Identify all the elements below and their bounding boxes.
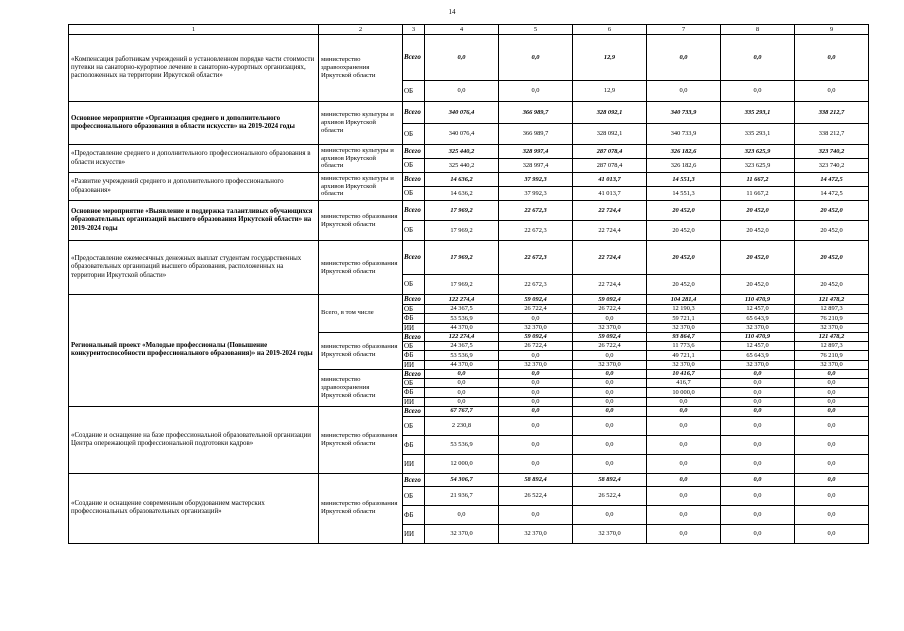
amount-cell: 20 452,0 <box>795 241 869 275</box>
amount-cell: 0,0 <box>425 388 499 397</box>
amount-cell: 0,0 <box>647 505 721 524</box>
amount-cell: 20 452,0 <box>795 275 869 295</box>
amount-cell: 0,0 <box>499 435 573 454</box>
amount-cell: 366 989,7 <box>499 102 573 124</box>
amount-cell: 0,0 <box>425 397 499 406</box>
amount-cell: 17 969,2 <box>425 241 499 275</box>
amount-cell: 0,0 <box>721 416 795 435</box>
amount-cell: 121 478,2 <box>795 332 869 341</box>
amount-cell: 0,0 <box>647 416 721 435</box>
amount-cell: 0,0 <box>573 406 647 416</box>
amount-cell: 17 969,2 <box>425 275 499 295</box>
amount-cell: 26 722,4 <box>573 305 647 314</box>
amount-cell: 328 997,4 <box>499 159 573 173</box>
funding-source-cell: ОБ <box>403 379 425 388</box>
amount-cell: 59 721,1 <box>647 314 721 323</box>
amount-cell: 0,0 <box>499 397 573 406</box>
table-header-row <box>69 25 869 35</box>
amount-cell: 20 452,0 <box>721 241 795 275</box>
amount-cell: 53 536,9 <box>425 435 499 454</box>
amount-cell: 0,0 <box>647 81 721 102</box>
amount-cell: 22 724,4 <box>573 241 647 275</box>
table-row <box>69 406 869 416</box>
executor-cell: министерство здравоохранения Иркутской области <box>319 369 403 406</box>
amount-cell: 0,0 <box>795 473 869 486</box>
amount-cell: 58 892,4 <box>573 473 647 486</box>
amount-cell: 20 452,0 <box>721 201 795 221</box>
amount-cell: 323 740,2 <box>795 159 869 173</box>
amount-cell: 76 210,9 <box>795 351 869 360</box>
table-row <box>69 295 869 305</box>
amount-cell: 340 076,4 <box>425 124 499 145</box>
amount-cell: 17 969,2 <box>425 221 499 241</box>
amount-cell: 0,0 <box>795 416 869 435</box>
amount-cell: 20 452,0 <box>647 241 721 275</box>
amount-cell: 12,9 <box>573 35 647 81</box>
amount-cell: 12 897,3 <box>795 342 869 351</box>
table-row <box>69 102 869 124</box>
column-number-header: 5 <box>499 25 573 35</box>
amount-cell: 0,0 <box>721 524 795 543</box>
funding-source-cell: ИИ <box>403 454 425 473</box>
amount-cell: 44 370,0 <box>425 360 499 369</box>
amount-cell: 0,0 <box>425 81 499 102</box>
amount-cell: 53 536,9 <box>425 314 499 323</box>
amount-cell: 0,0 <box>499 416 573 435</box>
amount-cell: 11 667,2 <box>721 173 795 187</box>
amount-cell: 0,0 <box>647 435 721 454</box>
amount-cell: 22 672,3 <box>499 201 573 221</box>
amount-cell: 10 000,0 <box>647 388 721 397</box>
amount-cell: 11 773,6 <box>647 342 721 351</box>
amount-cell: 12 457,0 <box>721 342 795 351</box>
amount-cell: 49 721,1 <box>647 351 721 360</box>
amount-cell: 0,0 <box>499 35 573 81</box>
funding-source-cell: Всего <box>403 241 425 275</box>
amount-cell: 0,0 <box>721 473 795 486</box>
amount-cell: 0,0 <box>499 314 573 323</box>
amount-cell: 0,0 <box>573 314 647 323</box>
amount-cell: 0,0 <box>573 505 647 524</box>
amount-cell: 335 293,1 <box>721 124 795 145</box>
amount-cell: 67 767,7 <box>425 406 499 416</box>
amount-cell: 323 740,2 <box>795 145 869 159</box>
amount-cell: 20 452,0 <box>647 201 721 221</box>
amount-cell: 0,0 <box>721 81 795 102</box>
amount-cell: 121 478,2 <box>795 295 869 305</box>
amount-cell: 14 551,3 <box>647 173 721 187</box>
amount-cell: 32 370,0 <box>499 360 573 369</box>
executor-cell: министерство культуры и архивов Иркутской области <box>319 102 403 145</box>
amount-cell: 41 013,7 <box>573 187 647 201</box>
amount-cell: 21 936,7 <box>425 486 499 505</box>
amount-cell: 22 672,3 <box>499 275 573 295</box>
amount-cell: 0,0 <box>721 505 795 524</box>
funding-source-cell: Всего <box>403 102 425 124</box>
amount-cell: 26 722,4 <box>499 342 573 351</box>
amount-cell: 65 643,9 <box>721 314 795 323</box>
funding-source-cell: Всего <box>403 369 425 378</box>
amount-cell: 26 722,4 <box>499 305 573 314</box>
amount-cell: 22 672,3 <box>499 241 573 275</box>
funding-source-cell: Всего <box>403 332 425 341</box>
amount-cell: 0,0 <box>721 406 795 416</box>
amount-cell: 12 190,3 <box>647 305 721 314</box>
amount-cell: 0,0 <box>499 369 573 378</box>
executor-cell: министерство культуры и архивов Иркутской области <box>319 145 403 173</box>
column-number-header: 3 <box>403 25 425 35</box>
amount-cell: 0,0 <box>795 369 869 378</box>
funding-source-cell: Всего <box>403 473 425 486</box>
amount-cell: 76 210,9 <box>795 314 869 323</box>
column-number-header: 6 <box>573 25 647 35</box>
amount-cell: 0,0 <box>721 397 795 406</box>
table-row <box>69 35 869 81</box>
funding-source-cell: ИИ <box>403 323 425 332</box>
amount-cell: 0,0 <box>499 454 573 473</box>
amount-cell: 26 522,4 <box>499 486 573 505</box>
funding-source-cell: Всего <box>403 35 425 81</box>
amount-cell: 0,0 <box>425 379 499 388</box>
amount-cell: 14 636,2 <box>425 173 499 187</box>
table-row <box>69 201 869 221</box>
amount-cell: 110 470,9 <box>721 332 795 341</box>
executor-cell: Всего, в том числе <box>319 295 403 333</box>
activity-name-cell: Основное мероприятие «Организация среднего и дополнительного профессионального образования в области искусств» на 2019-2024 годы <box>69 102 319 145</box>
column-number-header: 2 <box>319 25 403 35</box>
amount-cell: 0,0 <box>795 435 869 454</box>
activity-name-cell: «Компенсация работникам учреждений в установленном порядке части стоимости путевки на санаторно-курортное лечение в санаторно-курортных организациях, расположенных на территории Иркутской области» <box>69 35 319 102</box>
amount-cell: 328 997,4 <box>499 145 573 159</box>
amount-cell: 0,0 <box>795 379 869 388</box>
amount-cell: 0,0 <box>499 505 573 524</box>
amount-cell: 338 212,7 <box>795 102 869 124</box>
amount-cell: 0,0 <box>499 379 573 388</box>
funding-source-cell: ИИ <box>403 360 425 369</box>
amount-cell: 0,0 <box>795 505 869 524</box>
amount-cell: 0,0 <box>425 505 499 524</box>
amount-cell: 122 274,4 <box>425 295 499 305</box>
amount-cell: 0,0 <box>795 524 869 543</box>
amount-cell: 26 522,4 <box>573 486 647 505</box>
amount-cell: 41 013,7 <box>573 173 647 187</box>
column-number-header: 7 <box>647 25 721 35</box>
activity-name-cell: «Развитие учреждений среднего и дополнительного профессионального образования» <box>69 173 319 201</box>
amount-cell: 12 897,3 <box>795 305 869 314</box>
amount-cell: 0,0 <box>573 379 647 388</box>
amount-cell: 22 724,4 <box>573 201 647 221</box>
amount-cell: 12,9 <box>573 81 647 102</box>
amount-cell: 326 182,6 <box>647 145 721 159</box>
funding-source-cell: ФБ <box>403 505 425 524</box>
amount-cell: 59 092,4 <box>573 332 647 341</box>
amount-cell: 10 416,7 <box>647 369 721 378</box>
amount-cell: 22 724,4 <box>573 275 647 295</box>
amount-cell: 32 370,0 <box>573 524 647 543</box>
column-number-header: 8 <box>721 25 795 35</box>
funding-source-cell: ФБ <box>403 351 425 360</box>
funding-source-cell: ОБ <box>403 187 425 201</box>
amount-cell: 0,0 <box>795 454 869 473</box>
amount-cell: 26 722,4 <box>573 342 647 351</box>
table-row <box>69 241 869 275</box>
amount-cell: 0,0 <box>499 351 573 360</box>
amount-cell: 328 092,1 <box>573 102 647 124</box>
amount-cell: 338 212,7 <box>795 124 869 145</box>
amount-cell: 58 892,4 <box>499 473 573 486</box>
amount-cell: 0,0 <box>647 524 721 543</box>
amount-cell: 20 452,0 <box>795 221 869 241</box>
column-number-header: 4 <box>425 25 499 35</box>
amount-cell: 0,0 <box>499 81 573 102</box>
executor-cell: министерство образования Иркутской области <box>319 332 403 369</box>
amount-cell: 0,0 <box>573 454 647 473</box>
amount-cell: 0,0 <box>721 388 795 397</box>
amount-cell: 0,0 <box>425 35 499 81</box>
executor-cell: министерство образования Иркутской области <box>319 201 403 241</box>
funding-source-cell: ОБ <box>403 124 425 145</box>
amount-cell: 0,0 <box>647 397 721 406</box>
amount-cell: 328 092,1 <box>573 124 647 145</box>
amount-cell: 0,0 <box>499 388 573 397</box>
funding-source-cell: ИИ <box>403 524 425 543</box>
amount-cell: 0,0 <box>573 435 647 454</box>
amount-cell: 44 370,0 <box>425 323 499 332</box>
funding-source-cell: ОБ <box>403 275 425 295</box>
funding-source-cell: Всего <box>403 145 425 159</box>
amount-cell: 32 370,0 <box>499 524 573 543</box>
amount-cell: 0,0 <box>499 406 573 416</box>
amount-cell: 20 452,0 <box>721 275 795 295</box>
amount-cell: 14 472,5 <box>795 173 869 187</box>
executor-cell: министерство здравоохранения Иркутской области <box>319 35 403 102</box>
funding-source-cell: ОБ <box>403 159 425 173</box>
amount-cell: 104 281,4 <box>647 295 721 305</box>
funding-source-cell: ОБ <box>403 416 425 435</box>
amount-cell: 0,0 <box>795 35 869 81</box>
amount-cell: 24 367,5 <box>425 342 499 351</box>
amount-cell: 37 992,3 <box>499 173 573 187</box>
amount-cell: 110 470,9 <box>721 295 795 305</box>
funding-source-cell: Всего <box>403 173 425 187</box>
activity-name-cell: «Предоставление ежемесячных денежных выплат студентам государственных образовательных организаций высшего образования, расположенных на территории Иркутской области» <box>69 241 319 295</box>
amount-cell: 325 440,2 <box>425 145 499 159</box>
amount-cell: 65 643,9 <box>721 351 795 360</box>
amount-cell: 335 293,1 <box>721 102 795 124</box>
activity-name-cell: Региональный проект «Молодые профессионалы (Повышение конкурентоспособности профессионального образования)» на 2019-2024 годы <box>69 295 319 407</box>
amount-cell: 0,0 <box>795 397 869 406</box>
table-row <box>69 145 869 159</box>
amount-cell: 122 274,4 <box>425 332 499 341</box>
table-row <box>69 473 869 486</box>
amount-cell: 326 182,6 <box>647 159 721 173</box>
amount-cell: 20 452,0 <box>647 221 721 241</box>
amount-cell: 340 076,4 <box>425 102 499 124</box>
amount-cell: 32 370,0 <box>647 323 721 332</box>
amount-cell: 0,0 <box>573 388 647 397</box>
amount-cell: 366 989,7 <box>499 124 573 145</box>
amount-cell: 0,0 <box>795 406 869 416</box>
table-row <box>69 173 869 187</box>
budget-table <box>68 24 869 544</box>
funding-source-cell: ОБ <box>403 342 425 351</box>
amount-cell: 53 536,9 <box>425 351 499 360</box>
amount-cell: 59 092,4 <box>499 332 573 341</box>
amount-cell: 0,0 <box>647 473 721 486</box>
activity-name-cell: «Создание и оснащение на базе профессиональной образовательной организации Центра опережающей профессиональной подготовки кадров» <box>69 406 319 473</box>
amount-cell: 32 370,0 <box>795 360 869 369</box>
amount-cell: 32 370,0 <box>721 360 795 369</box>
amount-cell: 0,0 <box>721 379 795 388</box>
executor-cell: министерство образования Иркутской области <box>319 241 403 295</box>
amount-cell: 0,0 <box>721 435 795 454</box>
amount-cell: 54 306,7 <box>425 473 499 486</box>
amount-cell: 17 969,2 <box>425 201 499 221</box>
amount-cell: 0,0 <box>647 454 721 473</box>
funding-source-cell: ОБ <box>403 486 425 505</box>
amount-cell: 0,0 <box>647 35 721 81</box>
amount-cell: 0,0 <box>573 416 647 435</box>
funding-source-cell: Всего <box>403 406 425 416</box>
amount-cell: 340 733,9 <box>647 124 721 145</box>
activity-name-cell: «Предоставление среднего и дополнительного профессионального образования в области искусств» <box>69 145 319 173</box>
amount-cell: 323 625,9 <box>721 159 795 173</box>
amount-cell: 0,0 <box>425 369 499 378</box>
amount-cell: 2 230,8 <box>425 416 499 435</box>
amount-cell: 32 370,0 <box>573 360 647 369</box>
amount-cell: 20 452,0 <box>647 275 721 295</box>
funding-source-cell: ФБ <box>403 314 425 323</box>
funding-source-cell: ИИ <box>403 397 425 406</box>
amount-cell: 0,0 <box>721 369 795 378</box>
column-number-header: 9 <box>795 25 869 35</box>
amount-cell: 93 864,7 <box>647 332 721 341</box>
amount-cell: 32 370,0 <box>795 323 869 332</box>
amount-cell: 0,0 <box>573 397 647 406</box>
funding-source-cell: ФБ <box>403 435 425 454</box>
executor-cell: министерство культуры и архивов Иркутской области <box>319 173 403 201</box>
amount-cell: 0,0 <box>573 351 647 360</box>
amount-cell: 20 452,0 <box>795 201 869 221</box>
activity-name-cell: Основное мероприятие «Выявление и поддержка талантливых обучающихся образовательных организаций высшего образования Иркутской области» на 2019-2024 годы <box>69 201 319 241</box>
funding-source-cell: Всего <box>403 295 425 305</box>
amount-cell: 287 078,4 <box>573 145 647 159</box>
amount-cell: 32 370,0 <box>425 524 499 543</box>
activity-name-cell: «Создание и оснащение современным оборудованием мастерских профессиональных образовательных организаций» <box>69 473 319 543</box>
funding-source-cell: ОБ <box>403 81 425 102</box>
amount-cell: 14 551,3 <box>647 187 721 201</box>
amount-cell: 20 452,0 <box>721 221 795 241</box>
amount-cell: 287 078,4 <box>573 159 647 173</box>
amount-cell: 59 092,4 <box>499 295 573 305</box>
amount-cell: 0,0 <box>795 486 869 505</box>
funding-source-cell: ОБ <box>403 305 425 314</box>
column-number-header: 1 <box>69 25 319 35</box>
amount-cell: 0,0 <box>721 454 795 473</box>
amount-cell: 0,0 <box>721 486 795 505</box>
amount-cell: 32 370,0 <box>647 360 721 369</box>
executor-cell: министерство образования Иркутской области <box>319 473 403 543</box>
amount-cell: 325 440,2 <box>425 159 499 173</box>
amount-cell: 32 370,0 <box>499 323 573 332</box>
amount-cell: 416,7 <box>647 379 721 388</box>
amount-cell: 32 370,0 <box>721 323 795 332</box>
amount-cell: 0,0 <box>795 388 869 397</box>
amount-cell: 0,0 <box>647 406 721 416</box>
amount-cell: 59 092,4 <box>573 295 647 305</box>
amount-cell: 340 733,9 <box>647 102 721 124</box>
amount-cell: 0,0 <box>647 486 721 505</box>
amount-cell: 12 457,0 <box>721 305 795 314</box>
page-number: 14 <box>448 8 456 16</box>
amount-cell: 22 672,3 <box>499 221 573 241</box>
amount-cell: 0,0 <box>573 369 647 378</box>
amount-cell: 0,0 <box>721 35 795 81</box>
amount-cell: 24 367,5 <box>425 305 499 314</box>
funding-source-cell: ОБ <box>403 221 425 241</box>
amount-cell: 12 000,0 <box>425 454 499 473</box>
funding-source-cell: Всего <box>403 201 425 221</box>
amount-cell: 37 992,3 <box>499 187 573 201</box>
amount-cell: 32 370,0 <box>573 323 647 332</box>
amount-cell: 22 724,4 <box>573 221 647 241</box>
amount-cell: 14 636,2 <box>425 187 499 201</box>
amount-cell: 0,0 <box>795 81 869 102</box>
amount-cell: 14 472,5 <box>795 187 869 201</box>
amount-cell: 11 667,2 <box>721 187 795 201</box>
executor-cell: министерство образования Иркутской области <box>319 406 403 473</box>
funding-source-cell: ФБ <box>403 388 425 397</box>
amount-cell: 323 625,9 <box>721 145 795 159</box>
